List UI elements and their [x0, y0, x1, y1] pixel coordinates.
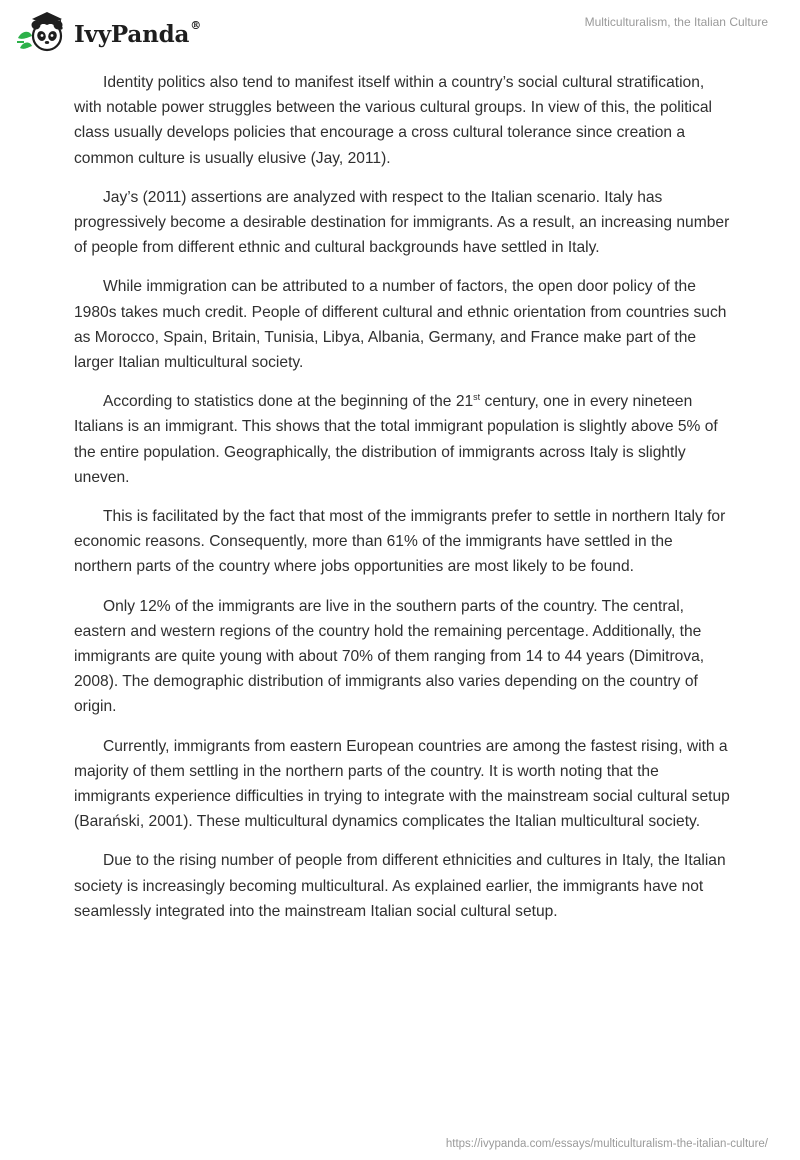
logo-text: IvyPanda® — [74, 18, 201, 48]
paragraph-3: While immigration can be attributed to a number of factors, the open door policy of the 1980s takes much credit. People of different cultural and ethnic orientation from countries such as Morocco, Spain, Britain, Tunisia, Libya, Albania, Germany, and France make part of the larger Italian multicultural society. — [74, 278, 727, 372]
paragraph-2: Jay’s (2011) assertions are analyzed with respect to the Italian scenario. Italy has progressively become a desirable destination for immigrants. As a result, an increasing number of people from different ethnic and cultural backgrounds have settled in Italy. — [74, 188, 730, 257]
paragraph-5: This is facilitated by the fact that most of the immigrants prefer to settle in northern Italy for economic reasons. Consequently, more than 61% of the immigrants have settled in the northern parts of the country where jobs opportunities are most likely to be found. — [74, 508, 726, 576]
panda-graduate-logo-icon — [14, 8, 70, 56]
paragraph-1: Identity politics also tend to manifest itself within a country’s social cultural stratification, with notable power struggles between the various cultural groups. In view of this, the political class usually develops policies that encourage a cross cultural tolerance since creation a common culture is usually elusive (Jay, 2011). — [74, 74, 712, 167]
ivypanda-logo[interactable] — [14, 8, 201, 56]
paragraph-7: Currently, immigrants from eastern European countries are among the fastest rising, with a majority of them settling in the northern parts of the country. It is worth noting that the immigrants experience difficulties in trying to integrate with the mainstream social cultural setup (Barański, 2001). These multicultural dynamics complicates the Italian multicultural society. — [74, 737, 730, 831]
paragraph-4: According to statistics done at the beginning of the 21st century, one in every nineteen Italians is an immigrant. This shows that the total immigrant population is slightly above 5% of the entire population. Geographically, the distribution of immigrants across Italy is slightly uneven. — [74, 392, 718, 486]
paragraph-6: Only 12% of the immigrants are live in the southern parts of the country. The central, eastern and western regions of the country hold the remaining percentage. Additionally, the immigrants are quite young with about 70% of them ranging from 14 to 44 years (Dimitrova, 2008). The demographic distribution of immigrants also varies depending on the country of origin. — [74, 597, 705, 716]
paragraph-8: Due to the rising number of people from different ethnicities and cultures in Italy, the Italian society is increasingly becoming multicultural. As explained earlier, the immigrants have not seamlessly integrated into the mainstream Italian social cultural setup. — [74, 852, 726, 920]
document-title: Multiculturalism, the Italian Culture — [584, 15, 768, 29]
page-header — [0, 0, 800, 60]
source-url[interactable]: https://ivypanda.com/essays/multiculturalism-the-italian-culture/ — [445, 1138, 768, 1150]
essay-body — [74, 70, 734, 938]
